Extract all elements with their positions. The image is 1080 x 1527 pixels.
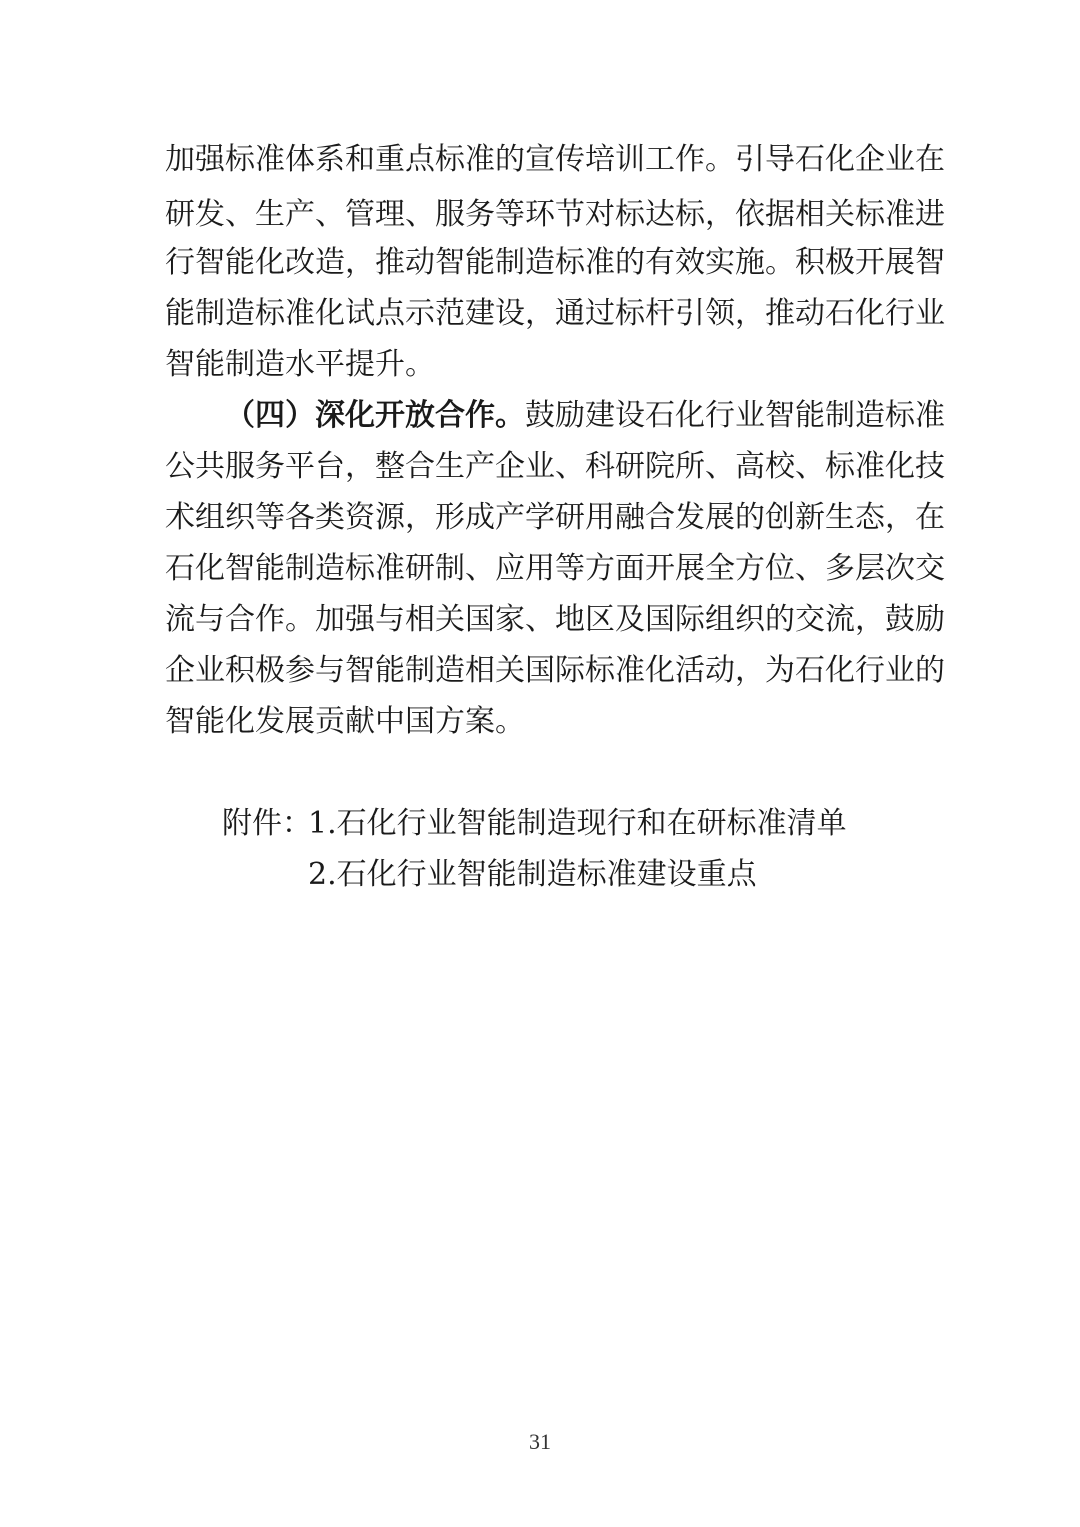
paragraph-2-line-1-text: 鼓励建设石化行业智能制造标准 <box>525 398 945 433</box>
paragraph-1-line-3: 行智能化改造，推动智能制造标准的有效实施。积极开展智 <box>165 245 945 280</box>
paragraph-1-line-2: 研发、生产、管理、服务等环节对标达标，依据相关标准进 <box>165 197 945 232</box>
section-heading: （四）深化开放合作。 <box>225 398 525 433</box>
paragraph-1-line-4: 能制造标准化试点示范建设，通过标杆引领，推动石化行业 <box>165 296 945 331</box>
attachment-item-1: 1.石化行业智能制造现行和在研标准清单 <box>308 806 847 841</box>
paragraph-2-line-3: 术组织等各类资源，形成产学研用融合发展的创新生态，在 <box>165 500 945 535</box>
paragraph-1-line-1: 加强标准体系和重点标准的宣传培训工作。引导石化企业在 <box>165 142 945 177</box>
paragraph-2-line-5: 流与合作。加强与相关国家、地区及国际组织的交流，鼓励 <box>165 602 945 637</box>
paragraph-2-line-1 <box>225 396 945 436</box>
page-number: 31 <box>529 1429 551 1454</box>
attachments-label: 附件： <box>222 806 312 841</box>
attachment-item-2: 2.石化行业智能制造标准建设重点 <box>308 857 757 892</box>
paragraph-2-line-2: 公共服务平台，整合生产企业、科研院所、高校、标准化技 <box>165 449 945 484</box>
paragraph-2-line-6: 企业积极参与智能制造相关国际标准化活动，为石化行业的 <box>165 653 945 688</box>
paragraph-1-line-5: 智能制造水平提升。 <box>165 347 435 382</box>
paragraph-2-line-7: 智能化发展贡献中国方案。 <box>165 704 525 739</box>
paragraph-2-line-4: 石化智能制造标准研制、应用等方面开展全方位、多层次交 <box>165 551 945 586</box>
